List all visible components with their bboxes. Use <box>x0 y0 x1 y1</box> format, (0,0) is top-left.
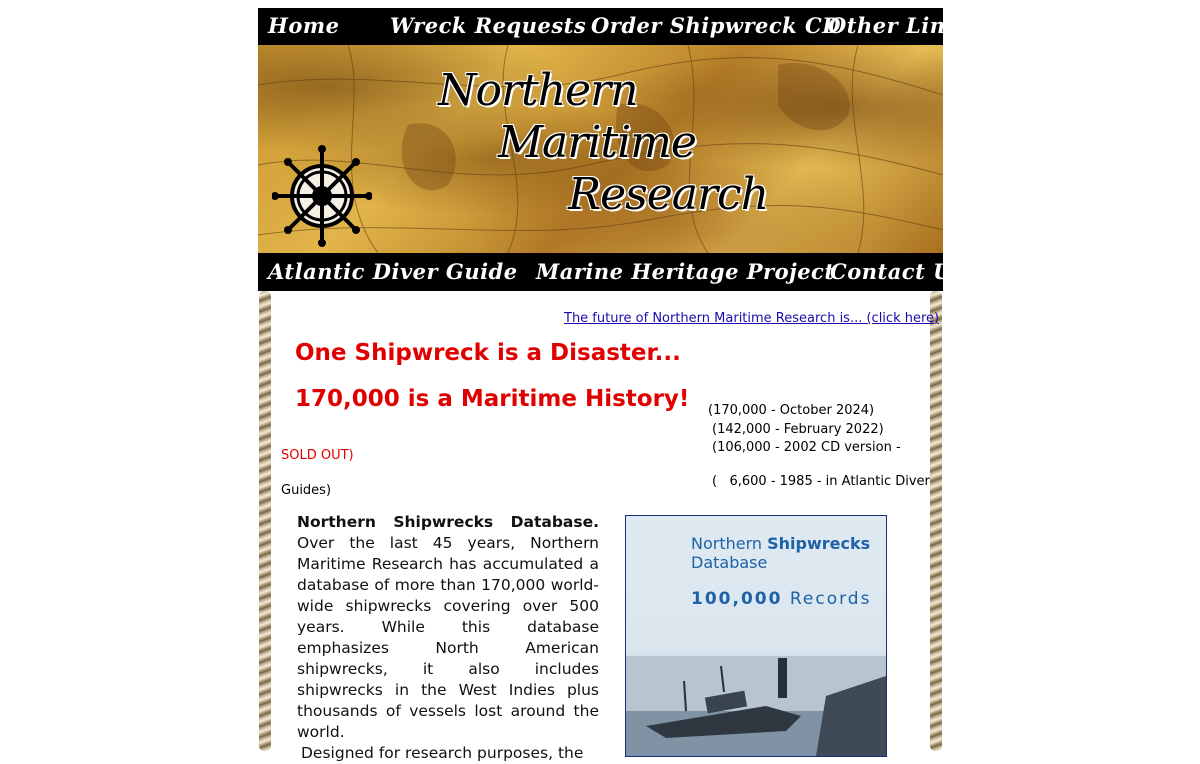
banner-title-line2: Maritime <box>498 117 696 168</box>
page-frame <box>258 8 973 762</box>
cd-brand-bold: Shipwrecks <box>767 534 871 553</box>
database-description <box>281 512 599 764</box>
sold-out-text: SOLD OUT) <box>281 448 354 463</box>
headline-history: 170,000 is a Maritime History! <box>295 386 690 412</box>
database-title: Northern Shipwrecks Database. <box>297 513 599 531</box>
stat-1985: ( 6,600 - 1985 - in Atlantic Diver <box>712 474 930 489</box>
nav-contact-us[interactable]: Contact Us <box>830 259 965 284</box>
stat-1985-cont: Guides) <box>281 483 332 498</box>
cd-cover-image[interactable] <box>625 515 887 757</box>
cd-records-word: Records <box>789 589 872 609</box>
nav-atlantic-diver-guide[interactable]: Atlantic Diver Guide <box>268 259 518 284</box>
shipwreck-photo <box>626 656 886 756</box>
cd-records <box>691 589 871 609</box>
database-text: Over the last 45 years, Northern Maritime Research has accumulated a database of more than 170,000 world-wide shipwrecks covering over 500 years. While this database emphasizes North American shipwrecks, it also includes shipwrecks in the West Indies plus thousands of vessels lost around the world. <box>297 534 599 741</box>
top-nav <box>258 8 973 45</box>
ship-wheel-icon <box>272 141 372 251</box>
main-content <box>258 291 943 762</box>
database-paragraph <box>281 512 599 743</box>
banner-map <box>258 45 943 253</box>
stat-2024: (170,000 - October 2024) <box>708 403 875 418</box>
nav-home[interactable]: Home <box>268 13 340 38</box>
stat-2002: (106,000 - 2002 CD version - <box>712 440 901 455</box>
cd-records-number: 100,000 <box>691 589 783 609</box>
cd-subtitle: Database <box>691 553 768 572</box>
banner-title-line3: Research <box>568 169 769 220</box>
stat-2022: (142,000 - February 2022) <box>712 422 884 437</box>
nav-other-links[interactable]: Other Links <box>828 13 973 38</box>
design-paragraph: Designed for research purposes, the <box>301 744 584 762</box>
bottom-nav <box>258 253 965 291</box>
nav-wreck-requests[interactable]: Wreck Requests <box>390 13 587 38</box>
cd-brand-plain: Northern <box>691 534 763 553</box>
nav-marine-heritage[interactable]: Marine Heritage Project <box>536 259 835 284</box>
banner-title-line1: Northern <box>438 65 638 116</box>
cd-brand <box>691 534 870 553</box>
headline-disaster: One Shipwreck is a Disaster... <box>295 340 681 366</box>
future-link[interactable]: The future of Northern Maritime Research is... (click here) <box>564 311 940 326</box>
nav-order-cd[interactable]: Order Shipwreck CD <box>591 13 841 38</box>
